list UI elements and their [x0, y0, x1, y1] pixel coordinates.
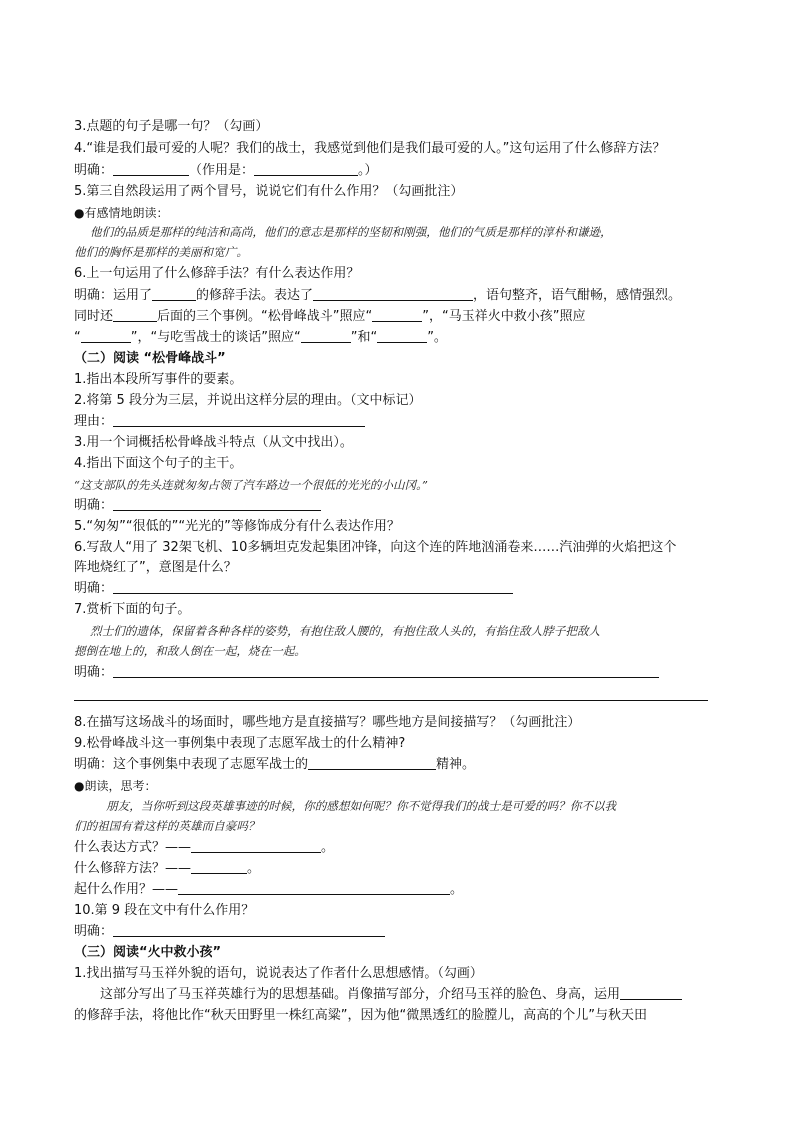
passage-2-line-2: 摁倒在地上的，和敌人倒在一起，烧在一起。 — [74, 644, 306, 658]
effect-answer: 起什么作用？—— 。 — [74, 882, 464, 897]
section-2-q1: 1.指出本段所写事件的要素。 — [74, 372, 243, 387]
answer-line-extra[interactable] — [74, 700, 708, 701]
blank[interactable] — [113, 308, 157, 322]
answer-10: 明确： — [74, 923, 385, 941]
answer-9-spirit: 明确：这个事例集中表现了志愿军战士的 精神。 — [74, 757, 476, 772]
question-10: 10.第 9 段在文中有什么作用？ — [74, 903, 255, 918]
blank[interactable] — [191, 860, 247, 874]
quote-sentence: “这支部队的先头连就匆匆占领了汽车路边一个很低的光光的小山冈。” — [74, 478, 428, 492]
section-2-q8: 8.在描写这场战斗的场面时，哪些地方是直接描写？哪些地方是间接描写？（勾画批注） — [74, 715, 581, 730]
question-4: 4.“谁是我们最可爱的人呢？我们的战士，我感觉到他们是我们最可爱的人。”这句运用了什么修辞方法？ — [74, 141, 666, 156]
section-2-q5: 5.“匆匆”“很低的”“光光的”等修饰成分有什么表达作用？ — [74, 519, 400, 534]
section-2-q2: 2.将第 5 段分为三层，并说出这样分层的理由。（文中标记） — [74, 393, 422, 408]
passage-2-line-1: 烈士们的遗体，保留着各种各样的姿势，有抱住敌人腰的，有抱住敌人头的，有掐住敌人脖子把敌人 — [90, 624, 601, 638]
answer-6-line-1: 明确：运用了 的修辞手法。表达了 ，语句整齐，语气酣畅，感情强烈。 — [74, 288, 682, 303]
section-2-heading: （二）阅读 “松骨峰战斗” — [74, 351, 226, 366]
answer-6-line-3: “ ”，“与吃雪战士的谈话”照应“ ”和“ ”。 — [74, 330, 447, 345]
reason-answer: 理由： — [74, 413, 365, 431]
blank[interactable] — [191, 839, 321, 853]
blank[interactable] — [301, 329, 351, 343]
answer-6-line-2: 同时还 后面的三个事例。“松骨峰战斗”照应“ ”，“马玉祥火中救小孩”照应 — [74, 309, 586, 324]
passage-1-line-1: 他们的品质是那样的纯洁和高尚，他们的意志是那样的坚韧和刚强，他们的气质是那样的淳朴和谦逊， — [90, 225, 612, 239]
passage-3-line-1: 朋友，当你听到这段英雄事迹的时候，你的感想如何呢？你不觉得我们的战士是可爱的吗？你不以我 — [106, 799, 617, 813]
blank[interactable] — [308, 756, 436, 770]
question-5: 5.第三自然段运用了两个冒号，说说它们有什么作用？（勾画批注） — [74, 184, 464, 199]
answer-4-trunk: 明确： — [74, 497, 321, 515]
blank[interactable] — [178, 881, 450, 895]
passage-3-line-2: 们的祖国有着这样的英雄而自豪吗？ — [74, 819, 260, 833]
section-3-heading: （三）阅读“火中救小孩” — [74, 945, 222, 960]
blank[interactable] — [113, 580, 513, 594]
section-2-q3: 3.用一个词概括松骨峰战斗特点（从文中找出）。 — [74, 435, 353, 450]
question-3: 3.点题的句子是哪一句？（勾画） — [74, 119, 269, 134]
answer-7-appreciation: 明确： — [74, 664, 659, 682]
answer-4: 明确： （作用是： 。） — [74, 163, 378, 178]
blank[interactable] — [113, 664, 659, 678]
blank[interactable] — [81, 329, 131, 343]
section-3-q1: 1.找出描写马玉祥外貌的语句，说说表达了作者什么思想感情。（勾画） — [74, 966, 483, 981]
blank[interactable] — [372, 308, 422, 322]
reading-heading-1: ●有感情地朗读： — [74, 206, 169, 220]
blank[interactable] — [113, 162, 189, 176]
blank[interactable] — [152, 287, 196, 301]
blank[interactable] — [377, 329, 427, 343]
expression-method-answer: 什么表达方式？—— 。 — [74, 840, 335, 855]
section-2-q6-line-1: 6.写敌人“用了 32架飞机、10多辆坦克发起集团冲锋，向这个连的阵地汹涌卷来……汽油弹的火焰把这个 — [74, 540, 677, 555]
rhetoric-method-answer: 什么修辞方法？—— 。 — [74, 861, 261, 876]
answer-6-intent: 明确： — [74, 580, 513, 598]
section-3-answer-line-2: 的修辞手法，将他比作“秋天田野里一株红高粱”，因为他“微黑透红的脸膛儿，高高的个儿”与秋天田 — [74, 1008, 647, 1023]
blank[interactable] — [113, 923, 385, 937]
section-2-q7: 7.赏析下面的句子。 — [74, 602, 191, 617]
blank[interactable] — [620, 986, 682, 1000]
reading-heading-2: ●朗读，思考： — [74, 779, 157, 793]
blank[interactable] — [254, 162, 358, 176]
blank[interactable] — [113, 413, 365, 427]
blank[interactable] — [113, 497, 321, 511]
section-2-q9: 9.松骨峰战斗这一事例集中表现了志愿军战士的什么精神? — [74, 736, 406, 751]
section-2-q4: 4.指出下面这个句子的主干。 — [74, 456, 243, 471]
question-6: 6.上一句运用了什么修辞手法？有什么表达作用？ — [74, 266, 360, 281]
passage-1-line-2: 他们的胸怀是那样的美丽和宽广。 — [74, 245, 248, 259]
blank[interactable] — [313, 287, 473, 301]
section-3-answer-line-1: 这部分写出了马玉祥英雄行为的思想基础。肖像描写部分，介绍马玉祥的脸色、身高，运用 — [100, 986, 682, 1004]
section-2-q6-line-2: 阵地烧红了”，意图是什么？ — [74, 560, 237, 575]
